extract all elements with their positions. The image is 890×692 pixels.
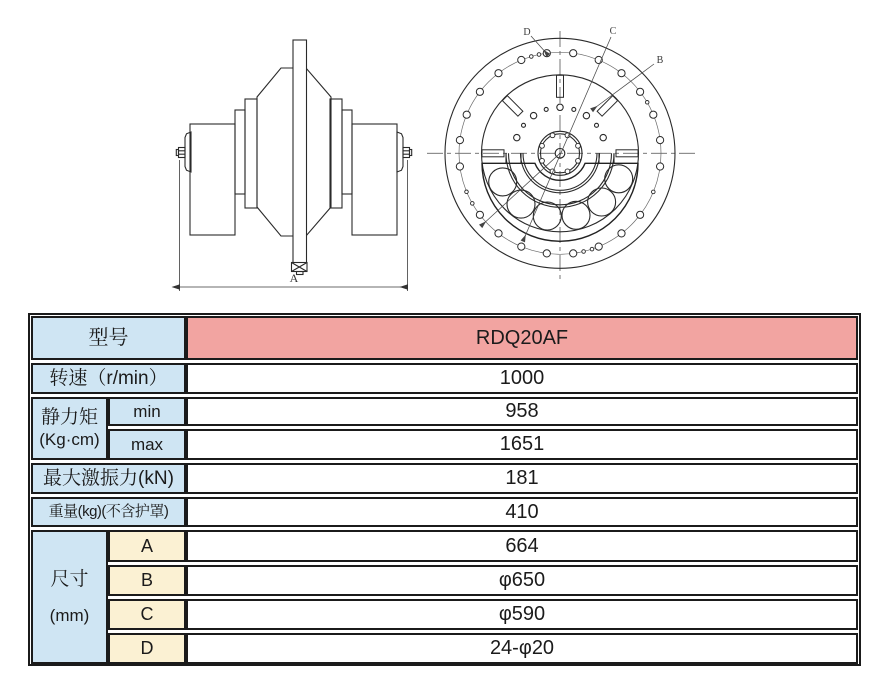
step-ring-left-1: [245, 99, 257, 208]
force-value-cell: 181: [186, 463, 858, 494]
force-label-cell: 最大激振力(kN): [31, 463, 186, 494]
callout-c-label: C: [609, 26, 617, 37]
static-moment-min-label-cell: min: [108, 397, 186, 426]
dimensions-unit: (mm): [49, 605, 90, 625]
step-ring-right-2: [342, 110, 352, 194]
speed-value-cell: 1000: [186, 363, 858, 394]
dimensions-label: 尺寸: [50, 568, 89, 590]
flange-plate: [293, 40, 307, 266]
model-value-cell: RDQ20AF: [186, 316, 858, 360]
static-moment-label: 静力矩: [40, 407, 98, 429]
dim-d-value-cell: 24-φ20: [186, 633, 858, 664]
callout-b-label: B: [656, 55, 664, 66]
side-view-drawing: [176, 40, 411, 275]
dim-a-value-cell: 664: [186, 530, 858, 562]
centerlines: [427, 31, 699, 280]
static-moment-label-cell: [31, 397, 108, 460]
step-ring-left-2: [235, 110, 245, 194]
shaft-bolt-right: [403, 148, 412, 158]
weight-label-cell: 重量(kg)(不含护罩): [31, 497, 186, 527]
front-view-drawing: [427, 26, 699, 280]
static-moment-min-value-cell: 958: [186, 397, 858, 426]
callout-leaders: [481, 36, 654, 241]
weight-value-cell: 410: [186, 497, 858, 527]
dim-a-key-cell: A: [108, 530, 186, 562]
dim-c-key-cell: C: [108, 599, 186, 630]
cover-block-right: [352, 124, 397, 235]
end-cap-right: [397, 132, 403, 172]
speed-label-cell: 转速（r/min）: [31, 363, 186, 394]
cover-block-left: [190, 124, 235, 235]
shaft-bolt-left: [176, 148, 185, 158]
step-ring-right-1: [330, 99, 342, 208]
model-label-cell: 型号: [31, 316, 186, 360]
callout-d-label: D: [523, 27, 531, 38]
dim-c-value-cell: φ590: [186, 599, 858, 630]
spec-table: [28, 313, 861, 666]
dim-d-key-cell: D: [108, 633, 186, 664]
dim-b-value-cell: φ650: [186, 565, 858, 596]
static-moment-max-value-cell: 1651: [186, 429, 858, 460]
dimensions-label-cell: [31, 530, 108, 664]
dim-a-label: A: [289, 271, 299, 285]
static-moment-max-label-cell: max: [108, 429, 186, 460]
technical-drawing-canvas: [0, 0, 890, 308]
static-moment-unit: (Kg·cm): [39, 430, 100, 450]
dim-b-key-cell: B: [108, 565, 186, 596]
